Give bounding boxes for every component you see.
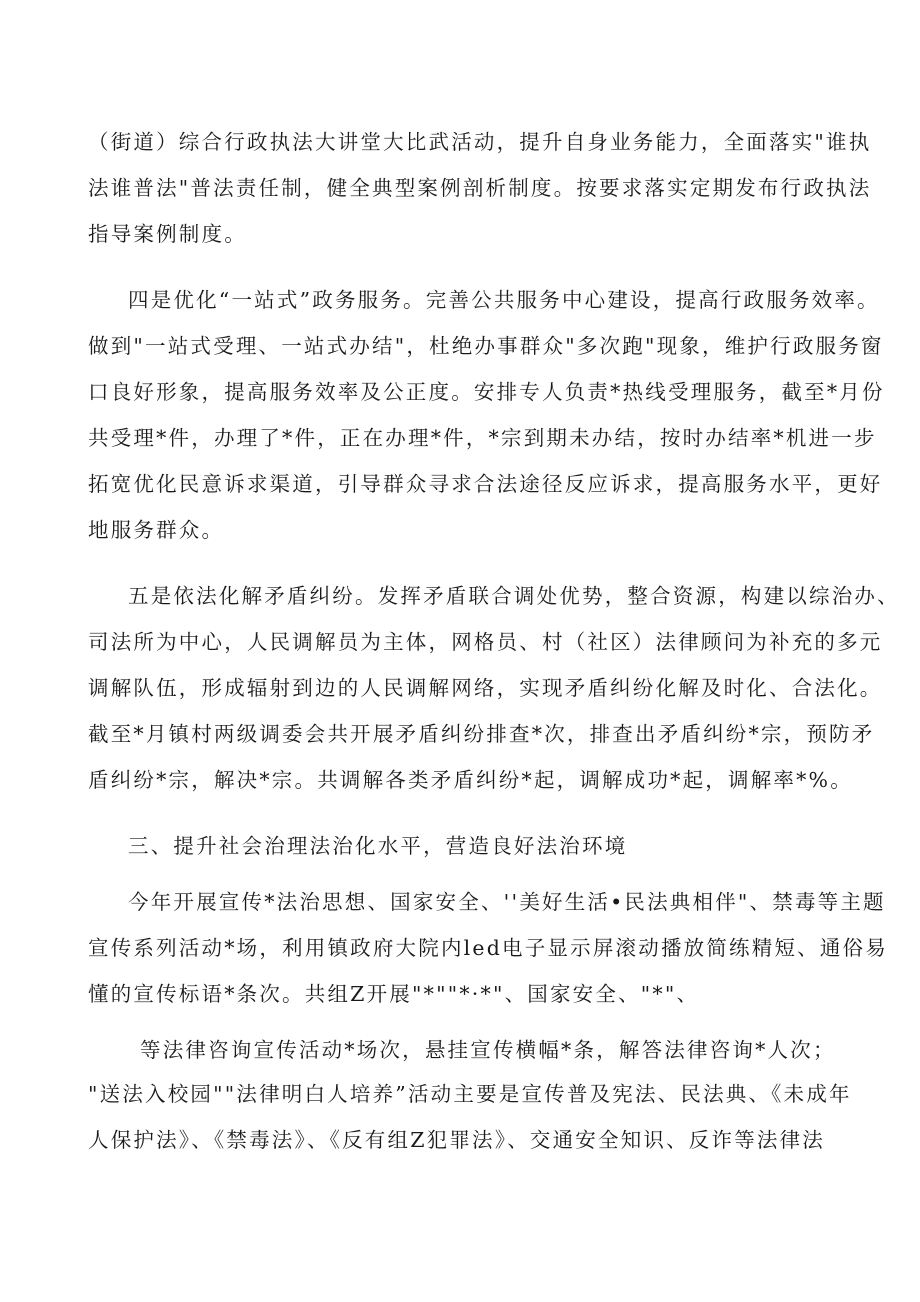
- paragraph-line: 地服务群众。: [88, 518, 225, 542]
- paragraph-line: 盾纠纷*宗，解决*宗。共调解各类矛盾纠纷*起，调解成功*起，调解率*%。: [88, 768, 853, 792]
- paragraph-line: 拓宽优化民意诉求渠道，引导群众寻求合法途径反应诉求，提高服务水平，更好: [88, 472, 883, 496]
- paragraph-line: 人保护法》、《禁毒法》、《反有组Z犯罪法》、交通安全知识、反诈等法律法: [88, 1128, 825, 1152]
- paragraph-line: 指导案例制度。: [88, 222, 247, 246]
- paragraph-line: 法谁普法"普法责任制，健全典型案例剖析制度。按要求落实定期发布行政执法: [88, 176, 872, 200]
- paragraph-line: 今年开展宣传*法治思想、国家安全、''美好生活•民法典相伴"、禁毒等主题: [128, 890, 886, 914]
- paragraph-line: （街道）综合行政执法大讲堂大比武活动，提升自身业务能力，全面落实"谁执: [88, 130, 872, 154]
- paragraph-line: 宣传系列活动*场，利用镇政府大院内led电子显示屏滚动播放简练精短、通俗易: [88, 936, 888, 960]
- paragraph-line: 等法律咨询宣传活动*场次，悬挂宣传横幅*条，解答法律咨询*人次；: [140, 1038, 836, 1062]
- section-heading: 三、提升社会治理法治化水平，营造良好法治环境: [128, 834, 628, 858]
- paragraph-line: 调解队伍，形成辐射到边的人民调解网络，实现矛盾纠纷化解及时化、合法化。: [88, 676, 883, 700]
- paragraph-line: 截至*月镇村两级调委会共开展矛盾纠纷排查*次，排查出矛盾纠纷*宗，预防矛: [88, 722, 875, 746]
- paragraph-line: 共受理*件，办理了*件，正在办理*件，*宗到期未办结，按时办结率*机进一步: [88, 426, 877, 450]
- paragraph-line: 司法所为中心，人民调解员为主体，网格员、村（社区）法律顾问为补充的多元: [88, 630, 883, 654]
- paragraph-line: 口良好形象，提高服务效率及公正度。安排专人负责*热线受理服务，截至*月份: [88, 380, 885, 404]
- paragraph-line: 四是优化“一站式”政务服务。完善公共服务中心建设，提高行政服务效率。: [128, 288, 880, 312]
- paragraph-line: 做到"一站式受理、一站式办结"，杜绝办事群众"多次跑"现象，维护行政服务窗: [88, 334, 884, 358]
- paragraph-line: 懂的宣传标语*条次。共组Z开展"*""*·*"、国家安全、"*"、: [88, 982, 700, 1006]
- paragraph-line: "送法入校园""法律明白人培养”活动主要是宣传普及宪法、民法典、《未成年: [88, 1082, 852, 1106]
- paragraph-line: 五是依法化解矛盾纠纷。发挥矛盾联合调处优势，整合资源，构建以综治办、: [128, 584, 900, 608]
